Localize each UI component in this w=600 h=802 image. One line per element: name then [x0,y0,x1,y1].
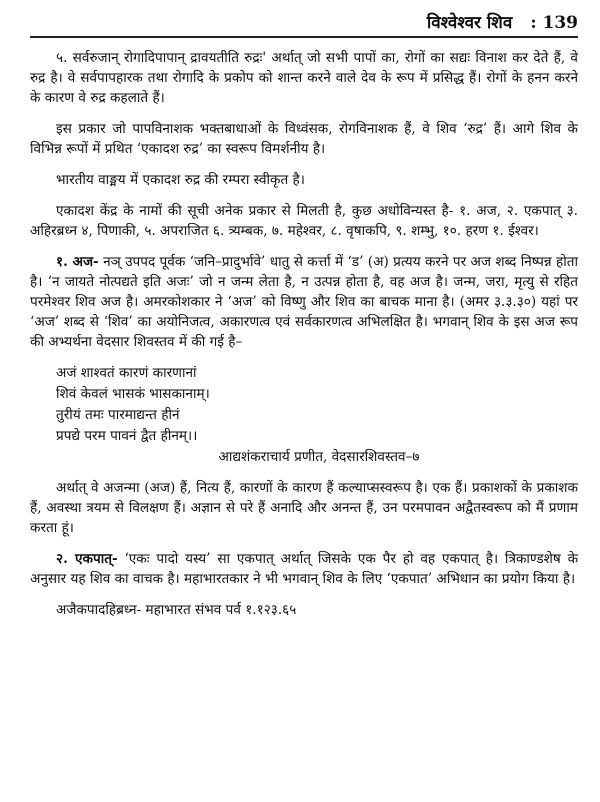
header-title: विश्वेश्वर शिव [426,13,513,33]
paragraph-tradition: भारतीय वाङ्मय में एकादश रुद्र की रम्परा स्वीकृत है। [56,172,305,188]
ekapat-text: ‘एकः पादो यस्य’ सा एकपात् अर्थात् जिसके एक पैर हो वह एकपात् है। त्रिकाण्डशेष के अनुसार यह शिव का वाचक है। महाभारतकार ने भी भगवान् शिव के लिए ‘एकपात’ अभिधान का प्रयोग किया है। [30,551,579,587]
page-number: : 139 [530,13,578,33]
paragraph-aja [30,252,578,352]
verse-line: प्रपद्ये परम पावनं द्वैत हीनम्।। [56,428,198,444]
term-ekapat: २. एकपात्- [56,551,118,567]
aja-text: नञ् उपपद पूर्वक ‘जनि–प्रादुर्भावे’ धातु से कर्त्ता में ‘ड’ (अ) प्रत्यय करने पर अज शब्द निष्पन्न होता है। ‘न जायते नोत्पद्यते इति अजः’ जो न जन्म लेता है, न उत्पन्न होता है, वह अज है। जन्म, जरा, मृत्यु से रहित परमेश्वर शिव अज है। अमरकोशकार ने ‘अज’ को विष्णु और शिव का बाचक माना है। (अमर ३.३.३०) यहां पर ‘अज’ शब्द से ‘शिव’ का अयोनिजत्व, अकारणत्व एवं सर्वकारणत्व अभिलक्षित है। भगवान् शिव के इस अज रूप की अभ्यर्थना वेदसार शिवस्तव में की गई है– [30,254,578,350]
term-aja: १. अज- [56,254,99,270]
paragraph-rudra-definition: ५. सर्वरुजान् रोगादिपापान् द्रावयतीति रुद्रः' अर्थात् जो सभी पापों का, रोगों का सद्यः विनाश कर देते हैं, वे रुद्र है। वे सर्वपापहारक तथा रोगादि के प्रकोप को शान्त करने वाले देव के रूप में प्रसिद्ध हैं। रोगों के हनन करने के कारण वे रुद्र कहलाते हैं। [30,50,578,106]
verse-line: तुरीयं तमः पारमाद्यन्त हीनं [56,407,180,423]
running-header [30,10,578,36]
paragraph-rudra-summary: इस प्रकार जो पापविनाशक भक्तबाधाओं के विध्वंसक, रोगविनाशक हैं, वे शिव ‘रुद्र’ हैं। आगे शिव के विभिन्न रूपों में प्रथित ‘एकादश रुद्र’ का स्वरूप विमर्शनीय है। [30,121,578,157]
header-rule [30,36,578,38]
paragraph-ekapat [30,549,578,589]
paragraph-verse-meaning: अर्थात् वे अजन्मा (अज) हैं, नित्य हैं, कारणों के कारण हैं कल्याप्सस्वरूप है। एक हैं। प्रकाशकों के प्रकाशक हैं, अवस्था त्रयम से विलक्षण हैं। अज्ञान से परे हैं अनादि और अनन्त हैं, उन परमपावन अद्वैतस्वरूप को मैं प्रणाम करता हूं। [30,480,578,536]
verse-line: अजं शाश्वतं कारणं कारणानां [56,365,197,381]
verse-block [56,363,578,447]
paragraph-eleven-names: एकादश केंद्र के नामों की सूची अनेक प्रकार से मिलती है, कुछ अधोविन्यस्त है- १. अज, २. एकपात् ३. अहिरब्रध्न ४, पिणाकी, ५. अपराजित ६. त्र्यम्बक, ७. महेश्वर, ८. वृषाकपि, ९. शम्भु, १०. हरण १. ईश्वर। [30,203,578,239]
paragraph-mahabharata-ref: अजैकपादहिब्रध्न- महाभारत संभव पर्व १.१२३.६५ [56,602,297,618]
verse-line: शिवं केवलं भासकं भासकानाम्। [56,386,210,402]
verse-source: आद्यशंकराचार्य प्रणीत, वेदसारशिवस्तव–७ [218,449,420,465]
